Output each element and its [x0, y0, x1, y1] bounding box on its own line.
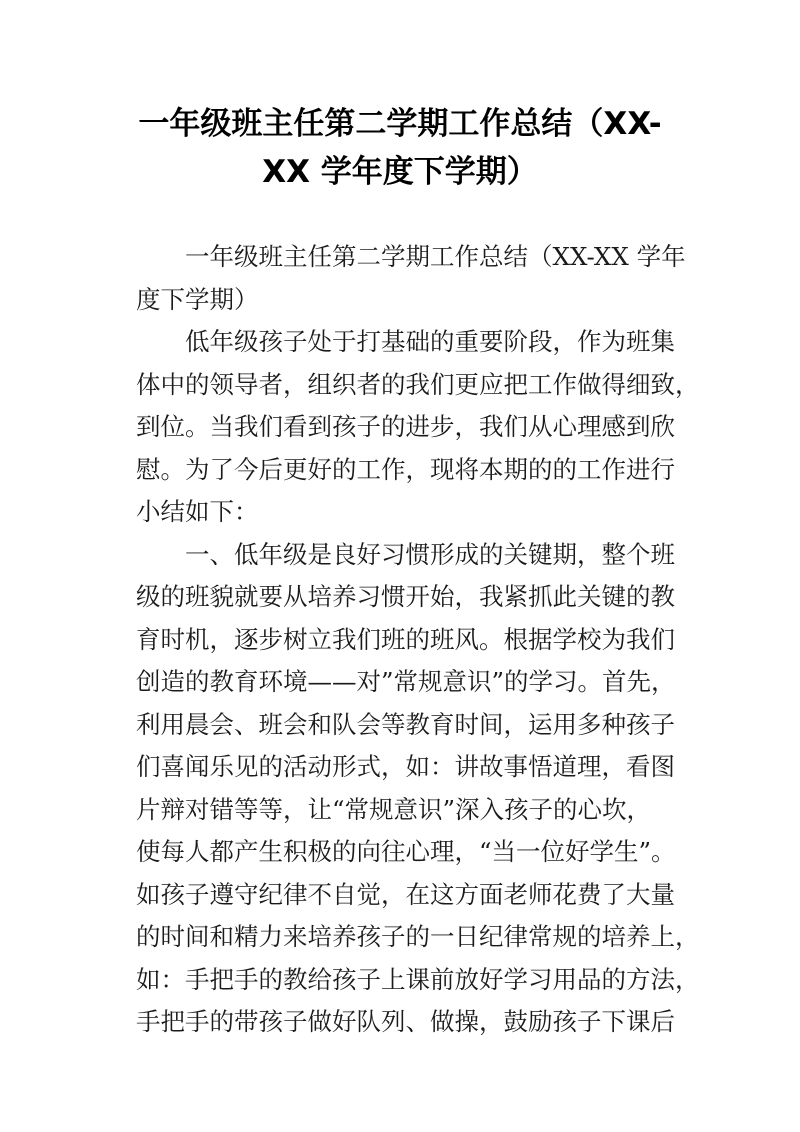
text-line: 到位。当我们看到孩子的进步，我们从心理感到欣 — [136, 412, 675, 441]
text-line: 育时机，逐步树立我们班的班风。根据学校为我们 — [136, 624, 675, 654]
text-line: 们喜闻乐见的活动形式，如：讲故事悟道理，看图 — [136, 752, 675, 781]
text-line: 创造的教育环境——对”常规意识”的学习。首先， — [136, 667, 676, 696]
text-line: 片辩对错等等，让“常规意识”深入孩子的心坎， — [136, 794, 652, 824]
text-line: 一年级班主任第二学期工作总结（XX-XX 学年 — [185, 242, 686, 271]
text-line: 利用晨会、班会和队会等教育时间，运用多种孩子 — [136, 709, 675, 739]
text-line: 如孩子遵守纪律不自觉，在这方面老师花费了大量 — [136, 879, 675, 909]
title-line-2: XX 学年度下学期） — [262, 154, 538, 190]
text-line: 级的班貌就要从培养习惯开始，我紧抓此关键的教 — [136, 582, 675, 611]
text-line: 一、低年级是良好习惯形成的关键期，整个班 — [185, 539, 675, 569]
paragraph-subtitle — [136, 236, 686, 321]
text-line: 度下学期） — [136, 284, 259, 314]
document-title — [0, 100, 800, 196]
paragraph-section-1 — [136, 534, 700, 1044]
title-line-1: 一年级班主任第二学期工作总结（XX- — [138, 106, 662, 142]
text-line: 体中的领导者，组织者的我们更应把工作做得细致， — [136, 369, 700, 399]
document-body — [136, 236, 700, 1044]
text-line: 小结如下： — [136, 497, 259, 526]
text-line: 手把手的带孩子做好队列、做操，鼓励孩子下课后 — [136, 1007, 675, 1036]
paragraph-intro — [136, 321, 700, 534]
text-line: 的时间和精力来培养孩子的一日纪律常规的培养上， — [136, 922, 700, 951]
text-line: 慰。为了今后更好的工作，现将本期的的工作进行 — [136, 454, 675, 484]
text-line: 使每人都产生积极的向往心理，“当一位好学生”。 — [136, 837, 676, 866]
text-line: 如：手把手的教给孩子上课前放好学习用品的方法， — [136, 964, 700, 994]
text-line: 低年级孩子处于打基础的重要阶段，作为班集 — [185, 327, 675, 356]
